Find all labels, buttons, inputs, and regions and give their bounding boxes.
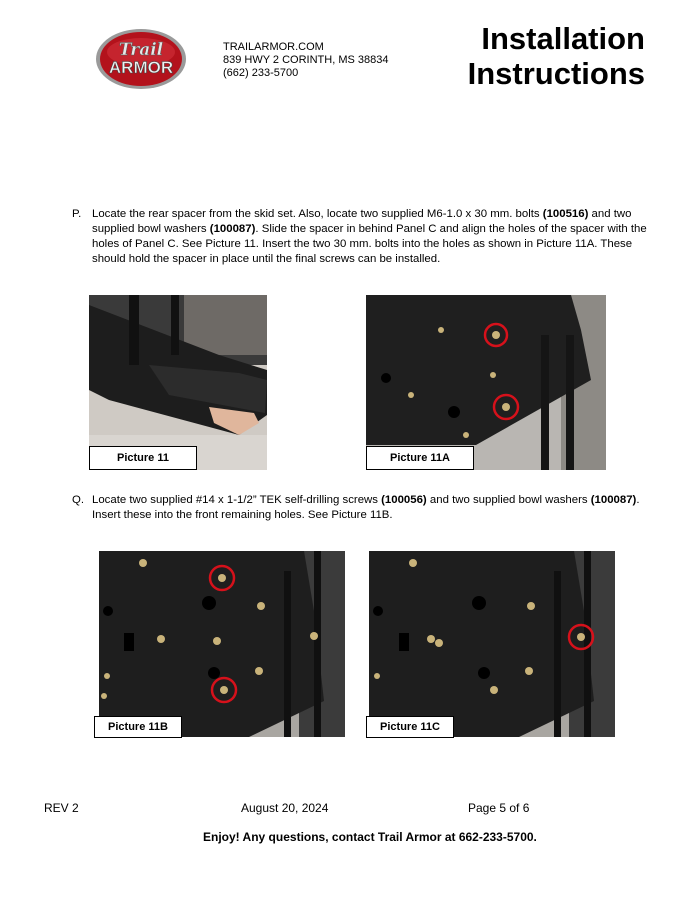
step-text	[92, 493, 652, 523]
picture-11-caption: Picture 11	[89, 446, 197, 470]
step-text-part: Locate two supplied #14 x 1-1/2” TEK self-drilling screws	[92, 494, 382, 506]
document-title	[468, 21, 645, 91]
part-number: (100087)	[590, 494, 637, 506]
trail-armor-logo	[95, 28, 187, 90]
picture-11b-photo	[99, 551, 345, 737]
step-text-part: and two supplied bowl washers	[426, 494, 591, 506]
step-text	[92, 207, 652, 267]
part-number: (100056)	[381, 494, 427, 506]
title-line-1: Installation	[481, 21, 645, 56]
logo-text-trail: Trail	[118, 40, 164, 60]
step-text-part: . Insert these into the front remaining holes. See Picture 11B.	[92, 494, 640, 521]
part-number: (100516)	[542, 208, 589, 220]
logo-text-armor: ARMOR	[108, 58, 174, 77]
contact-footer-note: Enjoy! Any questions, contact Trail Armor at 662-233-5700.	[203, 830, 537, 844]
company-website[interactable]: TRAILARMOR.COM	[223, 41, 324, 53]
revision-label: REV 2	[44, 801, 79, 815]
step-letter: Q.	[72, 494, 85, 506]
page-number: Page 5 of 6	[468, 801, 530, 815]
part-number: (100087)	[209, 223, 256, 235]
company-phone: (662) 233-5700	[223, 67, 299, 79]
company-contact	[223, 41, 388, 80]
step-text-part: Locate the rear spacer from the skid set. Also, locate two supplied M6-1.0 x 30 mm. bolts	[92, 208, 543, 220]
picture-11c-caption: Picture 11C	[366, 716, 454, 738]
picture-11a-photo	[366, 295, 606, 470]
step-q	[72, 493, 652, 523]
company-address: 839 HWY 2 CORINTH, MS 38834	[223, 54, 389, 66]
picture-11-photo	[89, 295, 267, 470]
step-letter: P.	[72, 208, 82, 220]
step-text-part: . Slide the spacer in behind Panel C and align the holes of the spacer with the holes of Panel C. See Picture 11. Insert the two 30 mm. bolts into the holes as shown in Picture 11A. These should hold the spacer in place until the final screws can be installed.	[92, 223, 647, 265]
picture-11a-caption: Picture 11A	[366, 446, 474, 470]
picture-11c-photo	[369, 551, 615, 737]
title-line-2: Instructions	[467, 56, 645, 91]
picture-11b-caption: Picture 11B	[94, 716, 182, 738]
step-p	[72, 207, 652, 267]
document-date: August 20, 2024	[241, 801, 329, 815]
step-text-part: and two supplied bowl washers	[92, 208, 632, 235]
